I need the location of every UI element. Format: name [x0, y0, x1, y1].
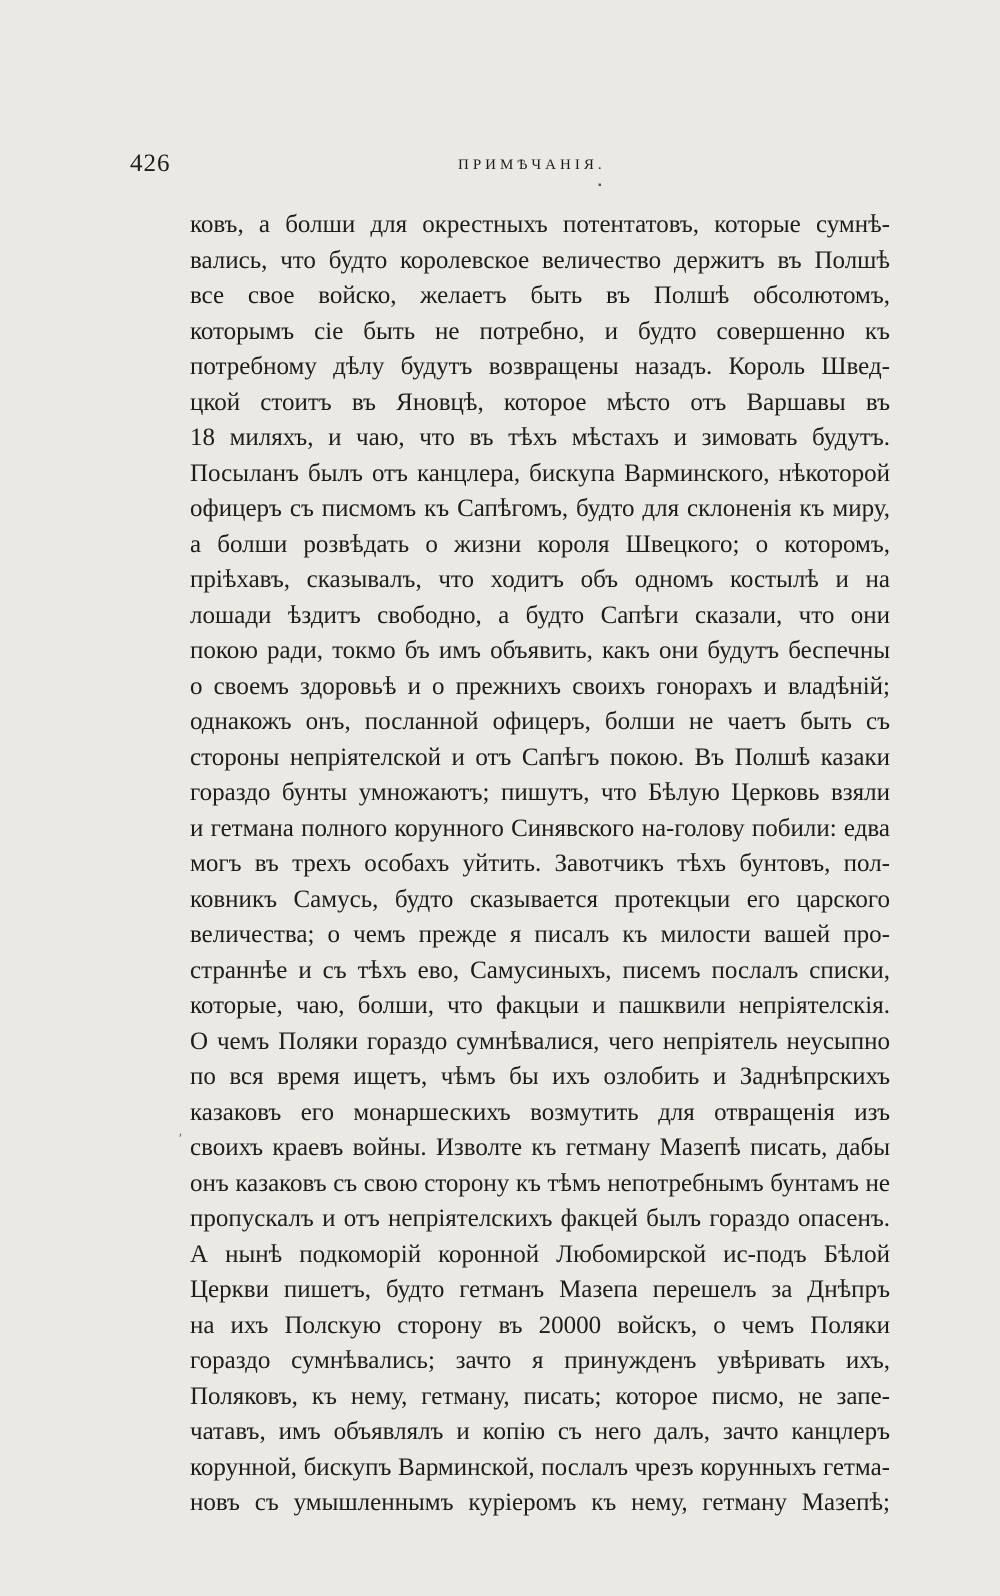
text-line: потребному дѣлу будутъ возвращены назадъ. Король Швед-: [190, 353, 890, 380]
text-line: Поляковъ, къ нему, гетману, писать; которое писмо, не запе-: [190, 1382, 890, 1410]
text-line: Церкви пишетъ, будто гетманъ Мазепа перешелъ за Днѣпръ: [190, 1276, 890, 1303]
text-line: о своемъ здоровьѣ и о прежнихъ своихъ гонорахъ и владѣнiй;: [190, 672, 890, 700]
stray-ink-mark: ʹ: [179, 1132, 183, 1147]
text-line: корунной, бискупъ Варминской, послалъ чрезъ корунныхъ гетма-: [190, 1453, 890, 1481]
text-line: своихъ краевъ войны. Изволте къ гетману Мазепѣ писать, дабы: [190, 1134, 890, 1161]
text-line: чатавъ, имъ объявлялъ и копiю съ него далъ, зачто канцлеръ: [190, 1418, 890, 1445]
text-line: однакожъ онъ, посланной офицеръ, болши не чаетъ быть съ: [190, 708, 890, 735]
text-line: гораздо бунты умножаютъ; пишутъ, что Бѣлую Церковь взяли: [190, 779, 890, 806]
stray-ink-mark: ▪: [598, 180, 602, 191]
text-line: А нынѣ подкоморiй коронной Любомирской ис-подъ Бѣлой: [190, 1240, 890, 1268]
text-line: лошади ѣздитъ свободно, а будто Сапѣги сказали, что они: [190, 601, 890, 629]
running-title: ПРИМѢЧАНIЯ.: [458, 157, 606, 173]
text-line: онъ казаковъ съ свою сторону къ тѣмъ непотребнымъ бунтамъ не: [190, 1169, 890, 1197]
page-header: [130, 150, 890, 180]
text-line: страннѣе и съ тѣхъ ево, Самусиныхъ, писемъ послалъ списки,: [190, 956, 890, 984]
text-line: могъ въ трехъ особахъ уйтить. Завотчикъ тѣхъ бунтовъ, пол-: [190, 850, 890, 877]
text-line: казаковъ его монаршескихъ возмутить для отвращенiя изъ: [190, 1098, 890, 1126]
text-line: величества; о чемъ прежде я писалъ къ милости вашей про-: [190, 921, 890, 948]
text-line: О чемъ Поляки гораздо сумнѣвалися, чего непрiятель неусыпно: [190, 1027, 890, 1055]
page-number: 426: [130, 150, 171, 177]
text-line: офицеръ съ писмомъ къ Сапѣгомъ, будто для склоненiя къ миру,: [190, 495, 890, 522]
text-line: по вся время ищетъ, чѣмъ бы ихъ озлобить и Заднѣпрскихъ: [190, 1063, 890, 1090]
text-line: вались, что будто королевское величество держитъ въ Полшѣ: [190, 246, 890, 274]
text-line: которымъ сiе быть не потребно, и будто совершенно къ: [190, 317, 890, 345]
text-line: ковникъ Самусь, будто сказывается протекцыи его царского: [190, 885, 890, 913]
text-line: прiѣхавъ, сказывалъ, что ходитъ объ одномъ костылѣ и на: [190, 566, 890, 593]
text-line: гораздо сумнѣвались; зачто я принужденъ увѣривать ихъ,: [190, 1347, 890, 1374]
text-line: 18 миляхъ, и чаю, что въ тѣхъ мѣстахъ и зимовать будутъ.: [190, 424, 890, 451]
text-line: которые, чаю, болши, что факцыи и пашквили непрiятелскiя.: [190, 992, 890, 1019]
text-line: на ихъ Полскую сторону въ 20000 войскъ, о чемъ Поляки: [190, 1311, 890, 1339]
text-line: ковъ, а болши для окрестныхъ потентатовъ, которые сумнѣ-: [190, 211, 890, 238]
text-line: и гетмана полного корунного Синявского на-голову побили: едва: [190, 814, 890, 842]
text-line: Посыланъ былъ отъ канцлера, бискупа Варминского, нѣкоторой: [190, 459, 890, 487]
text-line: новъ съ умышленнымъ курiеромъ къ нему, гетману Мазепѣ;: [190, 1489, 890, 1516]
text-line: а болши розвѣдать о жизни короля Швецкого; о которомъ,: [190, 530, 890, 558]
text-line: стороны непрiятелской и отъ Сапѣгъ покою. Въ Полшѣ казаки: [190, 743, 890, 771]
text-line: все свое войско, желаетъ быть въ Полшѣ обсолютомъ,: [190, 282, 890, 309]
text-line: пропускалъ и отъ непрiятелскихъ факцей былъ гораздо опасенъ.: [190, 1205, 890, 1232]
text-line: покою ради, токмо бъ имъ объявить, какъ они будутъ беспечны: [190, 637, 890, 664]
text-line: цкой стоитъ въ Яновцѣ, которое мѣсто отъ Варшавы въ: [190, 388, 890, 416]
body-text: [190, 207, 890, 1521]
